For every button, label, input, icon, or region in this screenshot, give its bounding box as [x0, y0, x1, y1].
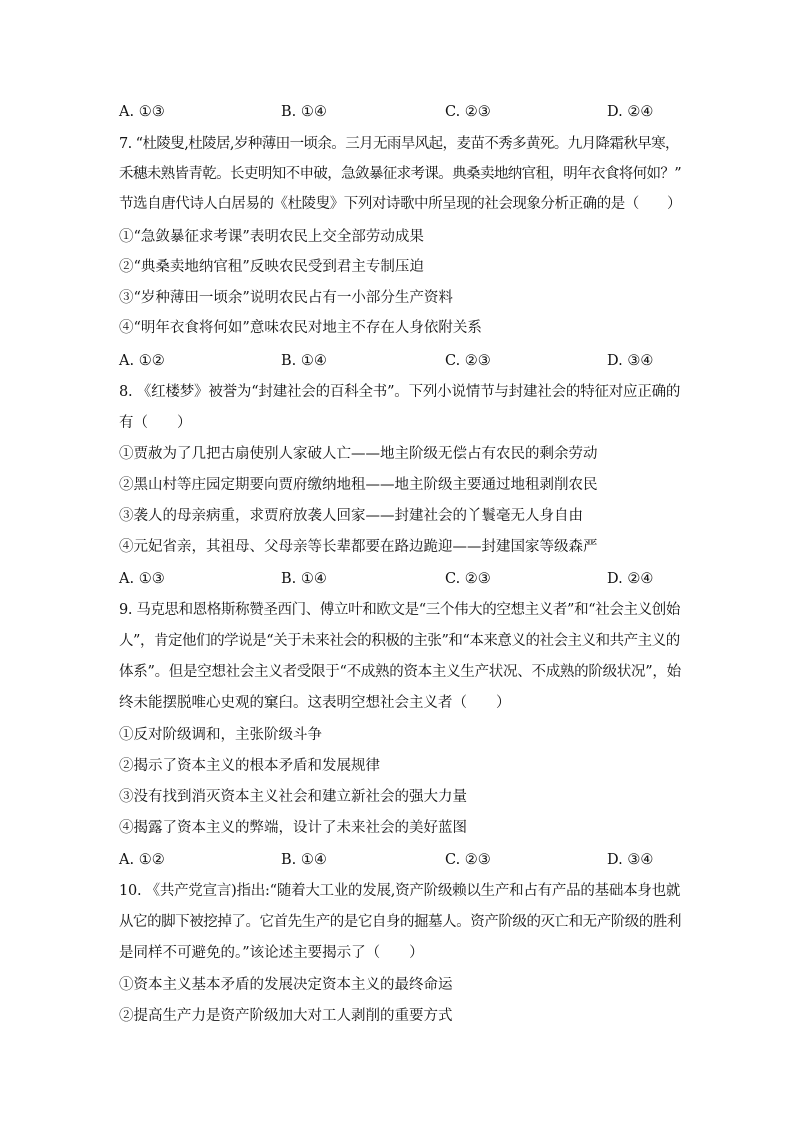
q7-statement-1: ①“急敛暴征求考课”表明农民上交全部劳动成果	[119, 229, 424, 245]
q10-statement-2: ②提高生产力是资产阶级加大对工人剥削的重要方式	[119, 1008, 453, 1024]
q9-option-d: D. ③④	[607, 852, 654, 868]
q9-option-c: C. ②③	[445, 852, 491, 868]
q9-option-a: A. ①②	[119, 852, 165, 868]
q9-stem-line-1: 9. 马克思和恩格斯称赞圣西门、傅立叶和欧文是“三个伟大的空想主义者”和“社会主义创始	[119, 602, 680, 618]
q6-option-b: B. ①④	[281, 104, 327, 120]
q10-stem-line-2: 从它的脚下被挖掉了。它首先生产的是它自身的掘墓人。资产阶级的灭亡和无产阶级的胜利	[119, 914, 681, 930]
q8-stem-line-2: 有（ ）	[119, 415, 192, 431]
q9-statement-2: ②揭示了资本主义的根本矛盾和发展规律	[119, 758, 380, 774]
q8-option-d: D. ②④	[607, 571, 654, 587]
q6-option-c: C. ②③	[445, 104, 491, 120]
q8-options	[119, 569, 679, 589]
q8-option-a: A. ①③	[119, 571, 165, 587]
q10-stem-line-3: 是同样不可避免的。”该论述主要揭示了（ ）	[119, 945, 424, 961]
q9-stem-line-4: 终未能摆脱唯心史观的窠臼。这表明空想社会主义者（ ）	[119, 695, 511, 711]
q7-statement-4: ④“明年衣食将何如”意味农民对地主不存在人身依附关系	[119, 320, 482, 336]
q9-options	[119, 850, 679, 870]
q8-statement-3: ③袭人的母亲病重，求贾府放袭人回家——封建社会的丫鬟毫无人身自由	[119, 508, 583, 524]
q7-stem-line-3: 节选自唐代诗人白居易的《杜陵叟》下列对诗歌中所呈现的社会现象分析正确的是（ ）	[119, 196, 681, 212]
q9-stem-line-2: 人”，肯定他们的学说是“关于未来社会的积极的主张”和“本来意义的社会主义和共产主义的	[119, 633, 680, 649]
q9-statement-3: ③没有找到消灭资本主义社会和建立新社会的强大力量	[119, 789, 467, 805]
q6-option-a: A. ①③	[119, 104, 165, 120]
q10-statement-1: ①资本主义基本矛盾的发展决定资本主义的最终命运	[119, 977, 453, 993]
q7-stem-line-1: 7. “杜陵叟,杜陵居,岁种薄田一顷余。三月无雨旱风起，麦苗不秀多黄死。九月降霜秋早寒，	[119, 136, 679, 152]
q7-statement-2: ②“典桑卖地纳官租”反映农民受到君主专制压迫	[119, 259, 424, 275]
q7-option-a: A. ①②	[119, 353, 165, 369]
q8-option-b: B. ①④	[281, 571, 327, 587]
q8-statement-1: ①贾赦为了几把古扇使别人家破人亡——地主阶级无偿占有农民的剩余劳动	[119, 446, 598, 462]
q8-stem-line-1: 8. 《红楼梦》被誉为“封建社会的百科全书”。下列小说情节与封建社会的特征对应正确的	[119, 384, 681, 400]
q9-option-b: B. ①④	[281, 852, 327, 868]
q8-statement-4: ④元妃省亲，其祖母、父母亲等长辈都要在路边跪迎——封建国家等级森严	[119, 539, 598, 555]
q9-statement-1: ①反对阶级调和，主张阶级斗争	[119, 727, 322, 743]
q7-statement-3: ③“岁种薄田一顷余”说明农民占有一小部分生产资料	[119, 290, 453, 306]
q8-statement-2: ②黑山村等庄园定期要向贾府缴纳地租——地主阶级主要通过地租剥削农民	[119, 477, 598, 493]
q7-options	[119, 351, 679, 371]
q6-option-d: D. ②④	[607, 104, 654, 120]
q9-statement-4: ④揭露了资本主义的弊端，设计了未来社会的美好蓝图	[119, 820, 467, 836]
q7-option-d: D. ③④	[607, 353, 654, 369]
q7-option-b: B. ①④	[281, 353, 327, 369]
q9-stem-line-3: 体系”。但是空想社会主义者受限于“不成熟的资本主义生产状况、不成熟的阶级状况”，始	[119, 664, 681, 680]
q6-options	[119, 102, 679, 122]
q8-option-c: C. ②③	[445, 571, 491, 587]
q7-option-c: C. ②③	[445, 353, 491, 369]
q7-stem-line-2: 禾穗未熟皆青乾。长吏明知不申破，急敛暴征求考课。典桑卖地纳官租，明年衣食将何如？”	[119, 166, 682, 182]
q10-stem-line-1: 10. 《共产党宣言)指出:“随着大工业的发展,资产阶级赖以生产和占有产品的基础本身也就	[119, 883, 681, 899]
